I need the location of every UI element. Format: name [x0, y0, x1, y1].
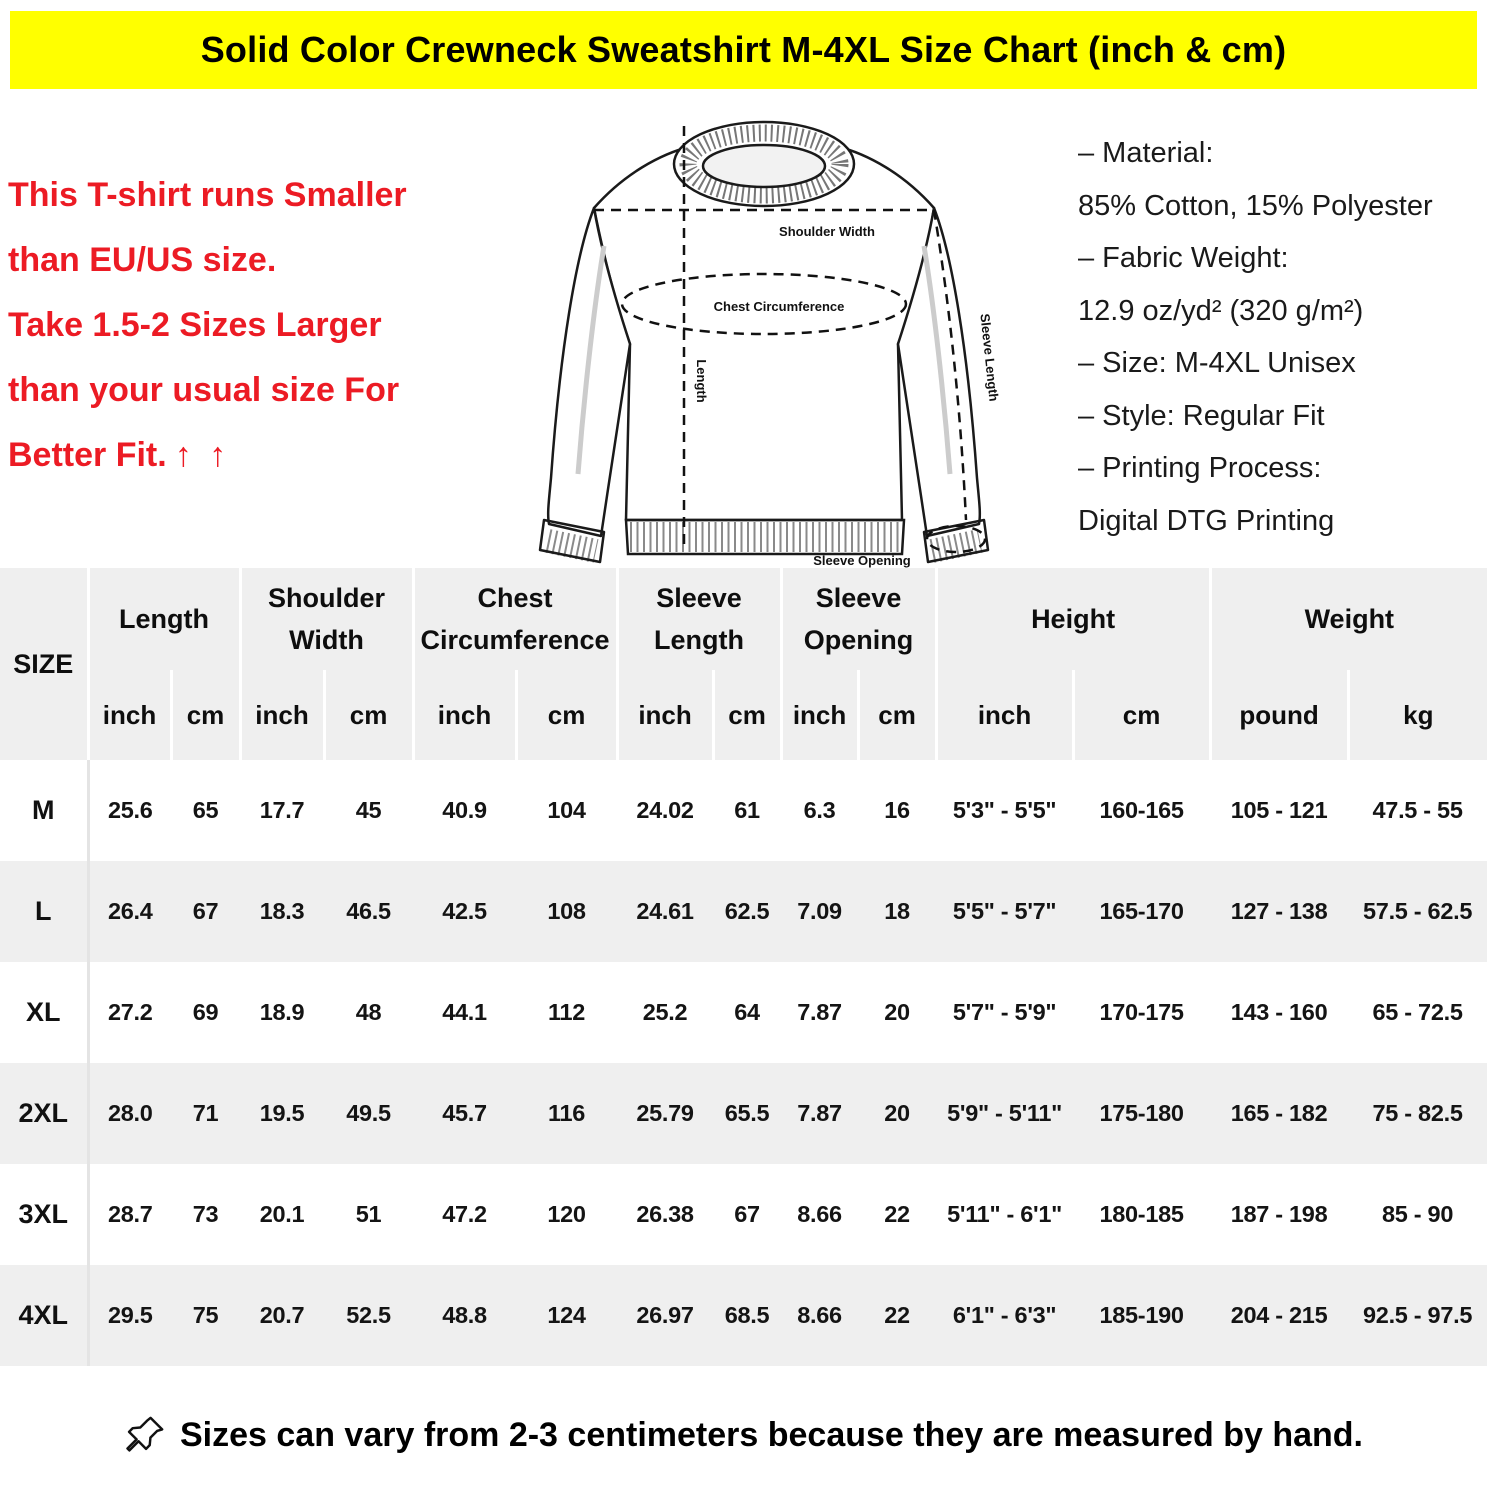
unit-header: inch: [88, 670, 171, 760]
measurement-cell: 49.5: [324, 1063, 413, 1164]
measurement-cell: 7.09: [781, 861, 858, 962]
measurement-cell: 5'11" - 6'1": [947, 1201, 1062, 1227]
measurement-cell: 20: [858, 1063, 936, 1164]
measurement-cell: 104: [547, 797, 586, 823]
unit-header: inch: [617, 670, 713, 760]
unit-header: cm: [858, 670, 936, 760]
measurement-cell: 7.87: [797, 999, 842, 1025]
measurement-cell: 46.5: [324, 861, 413, 962]
unit-header: kg: [1348, 670, 1487, 760]
measurement-cell: 5'7" - 5'9": [952, 999, 1057, 1025]
table-row: [0, 1164, 1487, 1265]
header-group-row: [0, 568, 1487, 670]
size-chart-table: [0, 568, 1487, 1366]
detail-line: – Size: M-4XL Unisex: [1078, 347, 1356, 379]
measurement-cell: 48: [355, 999, 382, 1025]
measurement-cell: 16: [884, 797, 910, 823]
column-header-chest-circumference: Chest Circumference: [413, 568, 617, 670]
unit-header: cm: [713, 670, 781, 760]
measurement-cell: 51: [355, 1201, 382, 1227]
measurement-cell: 40.9: [442, 797, 487, 823]
sweatshirt-diagram: [532, 96, 1018, 568]
detail-line: 85% Cotton, 15% Polyester: [1078, 189, 1433, 222]
cuff-ribbing: [548, 541, 596, 551]
measurement-cell: 65: [192, 797, 219, 823]
collar-inner: [703, 145, 825, 187]
unit-header: inch: [936, 670, 1073, 760]
warning-line: Take 1.5-2 Sizes Larger: [8, 306, 382, 344]
measurement-cell: 180-185: [1099, 1201, 1184, 1227]
unit-header: inch: [413, 670, 516, 760]
measurement-cell: 170-175: [1099, 999, 1184, 1025]
table-row: [0, 962, 1487, 1063]
measurement-cell: 47.5 - 55: [1372, 797, 1463, 823]
measurement-cell: 26.38: [636, 1201, 694, 1227]
warning-line: than EU/US size.: [8, 241, 277, 279]
measurement-cell: 187 - 198: [1230, 1201, 1328, 1227]
measurement-cell: 64: [734, 999, 760, 1025]
row-size-label: 2XL: [0, 1063, 88, 1164]
measurement-cell: 24.02: [636, 797, 694, 823]
measurement-cell: 120: [547, 1201, 586, 1227]
measurement-cell: 25.79: [617, 1063, 713, 1164]
measurement-cell: 160-165: [1099, 797, 1184, 823]
measurement-cell: 29.5: [88, 1265, 171, 1366]
detail-line: – Fabric Weight:: [1078, 242, 1289, 274]
unit-header: cm: [171, 670, 240, 760]
measurement-cell: 61: [734, 797, 760, 823]
product-details: [1078, 127, 1482, 547]
column-header-size: SIZE: [0, 568, 88, 760]
measurement-cell: 20: [884, 999, 910, 1025]
column-header-weight: Weight: [1210, 568, 1487, 670]
unit-header: pound: [1210, 670, 1348, 760]
detail-line: 12.9 oz/yd² (320 g/m²): [1078, 294, 1364, 327]
measurement-cell: 143 - 160: [1230, 999, 1328, 1025]
measurement-cell: 8.66: [781, 1265, 858, 1366]
measurement-cell: 5'5" - 5'7": [936, 861, 1073, 962]
column-header-height: Height: [936, 568, 1210, 670]
measurement-cell: 6'1" - 6'3": [936, 1265, 1073, 1366]
column-header-shoulder-width: Shoulder Width: [240, 568, 413, 670]
measurement-cell: 73: [192, 1201, 219, 1227]
warning-line: Better Fit. ↑ ↑: [8, 436, 231, 474]
chest-circumference-label: Chest Circumference: [713, 299, 845, 314]
measurement-cell: 62.5: [713, 861, 781, 962]
measurement-cell: 127 - 138: [1210, 861, 1348, 962]
measurement-cell: 68.5: [713, 1265, 781, 1366]
measurement-note: [0, 1398, 1487, 1472]
unit-header: inch: [240, 670, 324, 760]
page-title: Solid Color Crewneck Sweatshirt M-4XL Size Chart (inch & cm): [200, 29, 1287, 70]
up-arrows-icon: ↑ ↑: [174, 436, 231, 474]
measurement-cell: 26.4: [88, 861, 171, 962]
table-row: [0, 760, 1487, 861]
measurement-cell: 8.66: [797, 1201, 842, 1227]
table-header: [0, 568, 1487, 760]
shoulder-width-label: Shoulder Width: [779, 224, 875, 239]
measurement-cell: 25.6: [107, 797, 153, 823]
measurement-cell: 185-190: [1073, 1265, 1210, 1366]
header-unit-row: [0, 670, 1487, 760]
measurement-cell: 116: [516, 1063, 617, 1164]
measurement-cell: 19.5: [240, 1063, 324, 1164]
measurement-cell: 18: [858, 861, 936, 962]
warning-line: than your usual size For: [8, 371, 400, 409]
measurement-cell: 52.5: [324, 1265, 413, 1366]
table-row: [0, 1265, 1487, 1366]
measurement-cell: 65.5: [713, 1063, 781, 1164]
measurement-cell: 204 - 215: [1210, 1265, 1348, 1366]
measurement-cell: 18.9: [259, 999, 305, 1025]
sleeve-opening-label: Sleeve Opening: [813, 553, 911, 568]
measurement-cell: 5'9" - 5'11": [936, 1063, 1073, 1164]
title-banner: [10, 11, 1477, 89]
measurement-cell: 20.7: [240, 1265, 324, 1366]
measurement-cell: 18.3: [240, 861, 324, 962]
measurement-cell: 24.61: [617, 861, 713, 962]
measurement-cell: 165-170: [1073, 861, 1210, 962]
measurement-cell: 57.5 - 62.5: [1348, 861, 1487, 962]
column-header-sleeve-opening: Sleeve Opening: [781, 568, 936, 670]
measurement-cell: 108: [516, 861, 617, 962]
measurement-cell: 45: [355, 797, 382, 823]
row-size-label: XL: [0, 962, 88, 1063]
measurement-cell: 45.7: [413, 1063, 516, 1164]
measurement-cell: 28.0: [88, 1063, 171, 1164]
measurement-cell: 17.7: [259, 797, 305, 823]
table-row: [0, 861, 1487, 962]
measurement-cell: 28.7: [107, 1201, 153, 1227]
measurement-cell: 105 - 121: [1230, 797, 1328, 823]
measurement-cell: 71: [171, 1063, 240, 1164]
measurement-cell: 67: [734, 1201, 760, 1227]
measurement-cell: 6.3: [803, 797, 836, 823]
pushpin-icon: [124, 1414, 166, 1456]
size-table-body: [0, 760, 1487, 1366]
measurement-cell: 165 - 182: [1210, 1063, 1348, 1164]
sleeve-length-label: Sleeve Length: [977, 312, 1002, 403]
hem-band: [626, 520, 904, 554]
measurement-cell: 22: [858, 1265, 936, 1366]
note-text: Sizes can vary from 2-3 centimeters because they are measured by hand.: [180, 1415, 1363, 1454]
detail-line: – Style: Regular Fit: [1078, 399, 1325, 432]
row-size-label: 3XL: [0, 1164, 88, 1265]
unit-header: cm: [516, 670, 617, 760]
measurement-cell: 85 - 90: [1382, 1201, 1454, 1227]
measurement-cell: 5'3" - 5'5": [952, 797, 1057, 823]
warning-line: This T-shirt runs Smaller: [8, 176, 407, 214]
detail-line: – Printing Process:: [1078, 452, 1322, 484]
measurement-cell: 26.97: [617, 1265, 713, 1366]
unit-header: cm: [324, 670, 413, 760]
detail-line: Digital DTG Printing: [1078, 504, 1335, 537]
column-header-length: Length: [88, 568, 240, 670]
measurement-cell: 47.2: [442, 1201, 487, 1227]
row-size-label: 4XL: [0, 1265, 88, 1366]
measurement-cell: 75: [171, 1265, 240, 1366]
table-row: [0, 1063, 1487, 1164]
measurement-cell: 48.8: [413, 1265, 516, 1366]
measurement-cell: 92.5 - 97.5: [1348, 1265, 1487, 1366]
measurement-cell: 175-180: [1073, 1063, 1210, 1164]
detail-line: – Material:: [1078, 137, 1214, 169]
measurement-cell: 27.2: [107, 999, 153, 1025]
sweatshirt-illustration-icon: [532, 96, 1018, 568]
row-size-label: L: [0, 861, 88, 962]
measurement-cell: 69: [192, 999, 219, 1025]
measurement-cell: 22: [884, 1201, 910, 1227]
unit-header: inch: [781, 670, 858, 760]
measurement-cell: 42.5: [413, 861, 516, 962]
measurement-cell: 20.1: [259, 1201, 305, 1227]
size-warning-text: [8, 163, 528, 488]
measurement-cell: 75 - 82.5: [1348, 1063, 1487, 1164]
measurement-cell: 44.1: [442, 999, 487, 1025]
measurement-cell: 112: [548, 999, 586, 1025]
unit-header: cm: [1073, 670, 1210, 760]
column-header-sleeve-length: Sleeve Length: [617, 568, 781, 670]
measurement-cell: 65 - 72.5: [1372, 999, 1463, 1025]
measurement-cell: 25.2: [642, 999, 688, 1025]
row-size-label: M: [0, 760, 88, 861]
measurement-cell: 7.87: [781, 1063, 858, 1164]
length-label: Length: [694, 359, 709, 403]
measurement-cell: 67: [171, 861, 240, 962]
measurement-cell: 124: [516, 1265, 617, 1366]
